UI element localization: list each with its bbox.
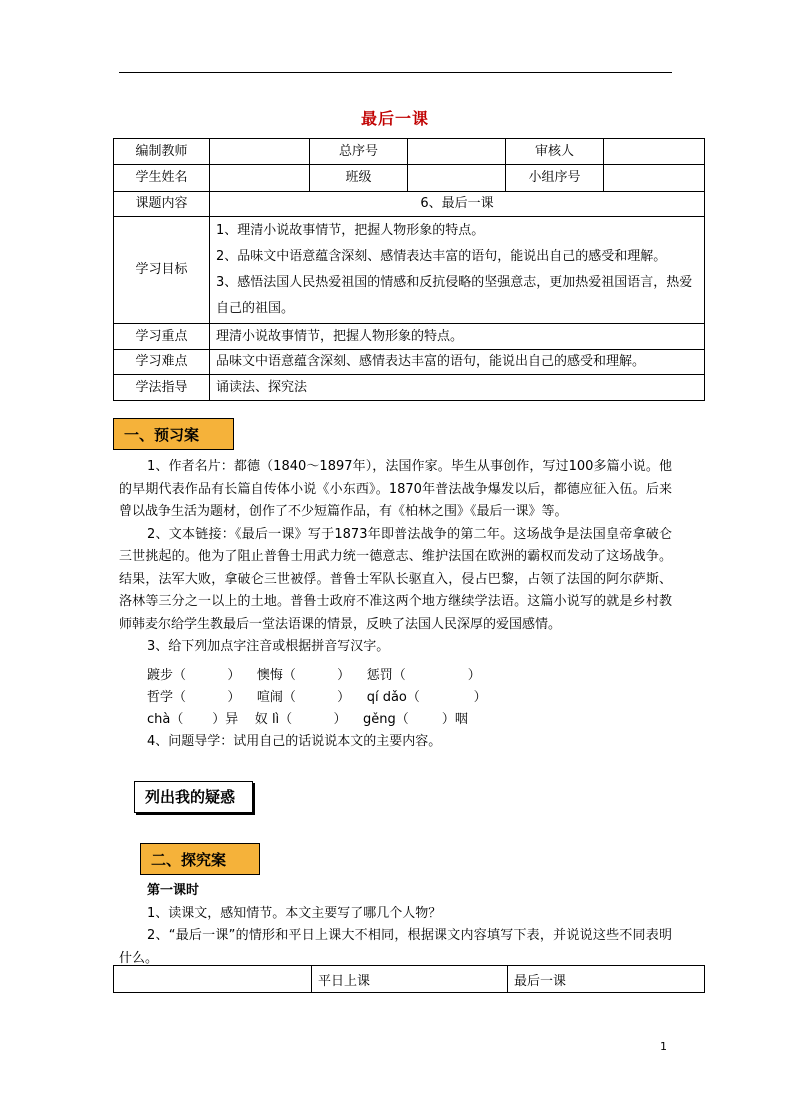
explore-content — [119, 880, 672, 970]
value-difficulties: 品味文中语意蕴含深刻、感情表达丰富的语句，能说出自己的感受和理解。 — [210, 350, 705, 375]
label-class: 班级 — [310, 165, 408, 192]
value-key-points: 理清小说故事情节，把握人物形象的特点。 — [210, 324, 705, 350]
background-paragraph: 2、文本链接：《最后一课》写于1873年即普法战争的第二年。这场战争是法国皇帝拿破仑三世挑起的。他为了阻止普鲁士用武力统一德意志、维护法国在欧洲的霸权而发动了这场战争。结果，法军大败，拿破仑三世被俘。普鲁士军队长驱直入，侵占巴黎，占领了法国的阿尔萨斯、洛林等三分之一以上的土地。普鲁士政府不准这两个地方继续学法语。这篇小说写的就是乡村教师韩麦尔给学生教最后一堂法语课的情景，反映了法国人民深厚的爱国感情。 — [119, 526, 672, 632]
author-paragraph: 1、作者名片：都德（1840～1897年），法国作家。毕生从事创作，写过100多篇小说。他的早期代表作品有长篇自传体小说《小东西》。1870年普法战争爆发以后，都德应征入伍。后来曾以战争生活为题材，创作了不少短篇作品，有《柏林之围》《最后一课》等。 — [119, 459, 672, 519]
section-heading-explore: 二、探究案 — [140, 843, 260, 875]
compare-header-usual: 平日上课 — [312, 966, 508, 993]
comparison-table — [113, 965, 705, 993]
pinyin-instruction: 3、给下列加点字注音或根据拼音写汉字。 — [147, 639, 390, 654]
doubts-box: 列出我的疑惑 — [134, 781, 253, 813]
label-method: 学法指导 — [114, 375, 210, 401]
compare-header-last: 最后一课 — [508, 966, 705, 993]
value-student[interactable] — [210, 165, 310, 192]
question-guide-text: 4、问题导学：试用自己的话说说本文的主要内容。 — [147, 734, 442, 749]
compare-header-empty — [114, 966, 312, 993]
label-reviewer: 审核人 — [506, 139, 604, 165]
value-class[interactable] — [408, 165, 506, 192]
question-2: 2、“最后一课”的情形和平日上课大不相同，根据课文内容填写下表，并说说这些不同表明什么。 — [119, 928, 672, 966]
value-topic: 6、最后一课 — [210, 192, 705, 217]
lesson-subheading: 第一课时 — [147, 883, 200, 898]
value-teacher[interactable] — [210, 139, 310, 165]
pinyin-row-3: chà（ ）异 奴 lì（ ） gěng（ ）咽 — [147, 712, 468, 727]
document-title: 最后一课 — [360, 109, 429, 128]
goal-item: 3、感悟法国人民热爱祖国的情感和反抗侵略的坚强意志，更加热爱祖国语言，热爱自己的祖国。 — [216, 275, 693, 316]
label-topic: 课题内容 — [114, 192, 210, 217]
value-method: 诵读法、探究法 — [210, 375, 705, 401]
header-rule — [119, 72, 672, 73]
value-reviewer[interactable] — [604, 139, 705, 165]
question-guide — [119, 731, 672, 754]
goal-item: 2、品味文中语意蕴含深刻、感情表达丰富的语句，能说出自己的感受和理解。 — [216, 249, 667, 264]
label-teacher: 编制教师 — [114, 139, 210, 165]
label-serial: 总序号 — [310, 139, 408, 165]
value-serial[interactable] — [408, 139, 506, 165]
pinyin-row-1: 踱步（ ） 懊悔（ ） 惩罚（ ） — [147, 668, 481, 683]
preview-content — [119, 456, 672, 659]
label-goals: 学习目标 — [114, 217, 210, 324]
section-heading-preview: 一、预习案 — [113, 418, 234, 450]
page-number: 1 — [660, 1040, 667, 1053]
value-goals — [210, 217, 705, 324]
label-key-points: 学习重点 — [114, 324, 210, 350]
info-table — [113, 138, 705, 401]
label-group: 小组序号 — [506, 165, 604, 192]
pinyin-row-2: 哲学（ ） 喧闹（ ） qí dǎo（ ） — [147, 690, 487, 705]
goal-item: 1、理清小说故事情节，把握人物形象的特点。 — [216, 223, 485, 238]
label-student: 学生姓名 — [114, 165, 210, 192]
question-1: 1、读课文，感知情节。本文主要写了哪几个人物？ — [147, 905, 442, 921]
label-difficulties: 学习难点 — [114, 350, 210, 375]
value-group[interactable] — [604, 165, 705, 192]
